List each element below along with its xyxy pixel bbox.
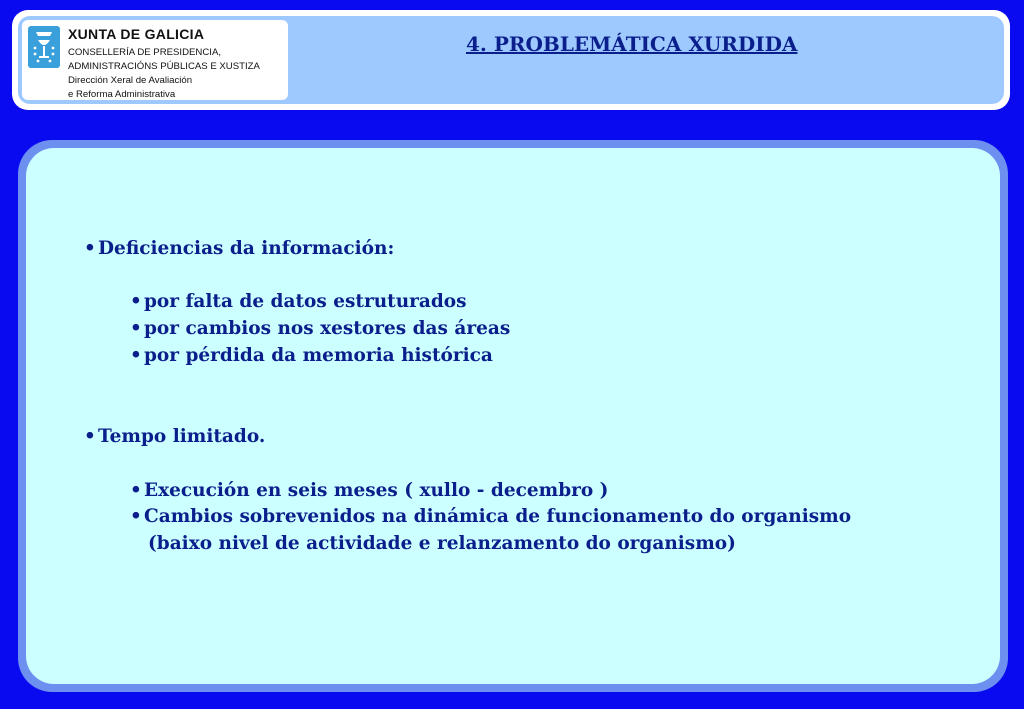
- logo-line-4: e Reforma Administrativa: [68, 89, 176, 100]
- logo-line-1: CONSELLERÍA DE PRESIDENCIA,: [68, 47, 222, 58]
- list-item-text: por falta de datos estruturados: [144, 291, 467, 312]
- section-heading: [84, 424, 265, 450]
- bullet: •: [130, 345, 142, 366]
- list-item: [130, 343, 493, 369]
- content-panel: [26, 148, 1000, 684]
- bullet: •: [130, 291, 142, 312]
- logo-main-text: XUNTA DE GALICIA: [68, 26, 205, 42]
- list-item-continuation: [148, 531, 736, 557]
- list-item: [130, 504, 851, 530]
- list-item-text: Execución en seis meses ( xullo - decembro ): [144, 480, 609, 501]
- bullet: •: [130, 480, 142, 501]
- list-item: [130, 316, 510, 342]
- logo-line-3: Dirección Xeral de Avaliación: [68, 75, 193, 86]
- page-title: 4. PROBLEMÁTICA XURDIDA: [466, 32, 798, 56]
- bullet: •: [84, 238, 96, 259]
- list-item-text: por cambios nos xestores das áreas: [144, 318, 511, 339]
- list-item: [130, 289, 467, 315]
- list-item-text: Cambios sobrevenidos na dinámica de funcionamento do organismo: [144, 506, 852, 527]
- section-title: Deficiencias da información:: [98, 238, 395, 259]
- bullet: •: [84, 426, 96, 447]
- logo-text: [68, 26, 260, 101]
- list-item-text: (baixo nivel de actividade e relanzamento do organismo): [148, 533, 736, 554]
- bullet: •: [130, 318, 142, 339]
- section-heading: [84, 236, 394, 262]
- list-item: [130, 478, 608, 504]
- bullet: •: [130, 506, 142, 527]
- galicia-crest-icon: [28, 26, 60, 68]
- list-item-text: por pérdida da memoria histórica: [144, 345, 493, 366]
- logo-line-2: ADMINISTRACIÓNS PÚBLICAS E XUSTIZA: [68, 61, 260, 72]
- section-title: Tempo limitado.: [98, 426, 266, 447]
